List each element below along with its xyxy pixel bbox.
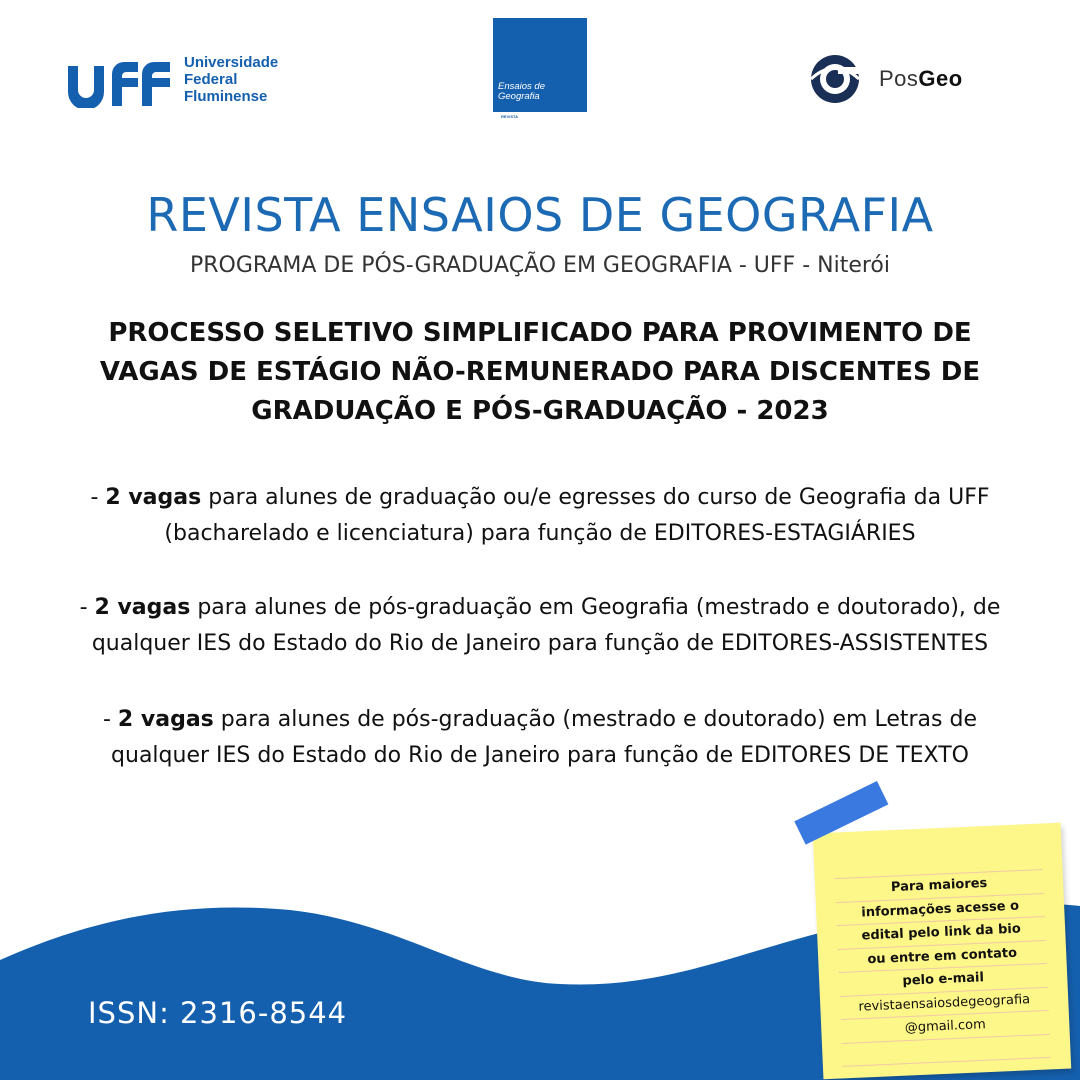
note-email-line-1: revistaensaiosdegeografia [858, 991, 1031, 1015]
ensaios-name-line-2: Geografia [498, 91, 540, 102]
vacancy-text: para alunes de pós-graduação (mestrado e doutorado) em Letras de [213, 707, 977, 732]
note-line: ou entre em contato [867, 945, 1018, 967]
uff-line-1: Universidade [184, 54, 279, 71]
uff-logo-text [184, 54, 278, 105]
posgeo-logo [808, 51, 988, 107]
vacancy-prefix: - [79, 595, 95, 620]
vacancy-line-2: qualquer IES do Estado do Rio de Janeiro para função de EDITORES-ASSISTENTES [91, 631, 989, 656]
posgeo-eye-icon [808, 51, 864, 107]
vacancy-line-2: (bacharelado e licenciatura) para função de EDITORES-ESTAGIÁRIES [164, 521, 916, 546]
vacancy-count: 2 vagas [105, 485, 202, 510]
headline-line-1: PROCESSO SELETIVO SIMPLIFICADO PARA PROVIMENTO DE [108, 318, 972, 348]
vacancy-line-2: qualquer IES do Estado do Rio de Janeiro para função de EDITORES DE TEXTO [111, 743, 969, 768]
issn-label: ISSN: 2316-8544 [88, 996, 348, 1030]
page-subtitle: PROGRAMA DE PÓS-GRADUAÇÃO EM GEOGRAFIA - UFF - Niterói [190, 253, 890, 278]
note-text [833, 869, 1052, 1043]
vacancy-count: 2 vagas [94, 595, 191, 620]
posgeo-suffix: Geo [918, 66, 963, 91]
note-line: pelo e-mail [902, 970, 985, 989]
note-line: Para maiores [890, 875, 988, 896]
vacancy-item [40, 480, 1040, 552]
uff-line-3: Fluminense [184, 88, 268, 105]
ensaios-logo [493, 18, 587, 119]
vacancy-text: para alunes de graduação ou/e egresses do curso de Geografia da UFF [201, 485, 990, 510]
ensaios-logo-name [498, 82, 545, 102]
vacancy-count: 2 vagas [117, 707, 214, 732]
note-line: informações acesse o [861, 898, 1020, 920]
note-email-line-2: @gmail.com [904, 1017, 987, 1036]
vacancy-item [40, 590, 1040, 662]
vacancy-prefix: - [90, 485, 106, 510]
sticky-note [813, 823, 1071, 1080]
page-title: REVISTA ENSAIOS DE GEOGRAFIA [146, 188, 934, 242]
posgeo-wordmark [879, 66, 963, 92]
vacancy-prefix: - [102, 707, 118, 732]
vacancy-item [40, 702, 1040, 774]
vacancy-line-1 [40, 702, 1040, 738]
vacancy-text: para alunes de pós-graduação em Geografia (mestrado e doutorado), de [190, 595, 1001, 620]
ensaios-logo-sub: REVISTA [501, 114, 519, 119]
vacancy-line-1 [40, 480, 1040, 516]
ensaios-name-line-1: Ensaios de [498, 81, 546, 92]
vacancy-line-1 [40, 590, 1040, 626]
note-line: edital pelo link da bio [861, 921, 1022, 944]
headline-line-2: VAGAS DE ESTÁGIO NÃO-REMUNERADO PARA DISCENTES DE [99, 357, 981, 387]
uff-logo-mark-icon [66, 60, 176, 108]
headline-line-3: GRADUAÇÃO E PÓS-GRADUAÇÃO - 2023 [251, 396, 829, 426]
uff-line-2: Federal [184, 71, 238, 88]
headline [60, 314, 1020, 431]
uff-logo [66, 54, 306, 114]
posgeo-prefix: Pos [879, 66, 919, 91]
